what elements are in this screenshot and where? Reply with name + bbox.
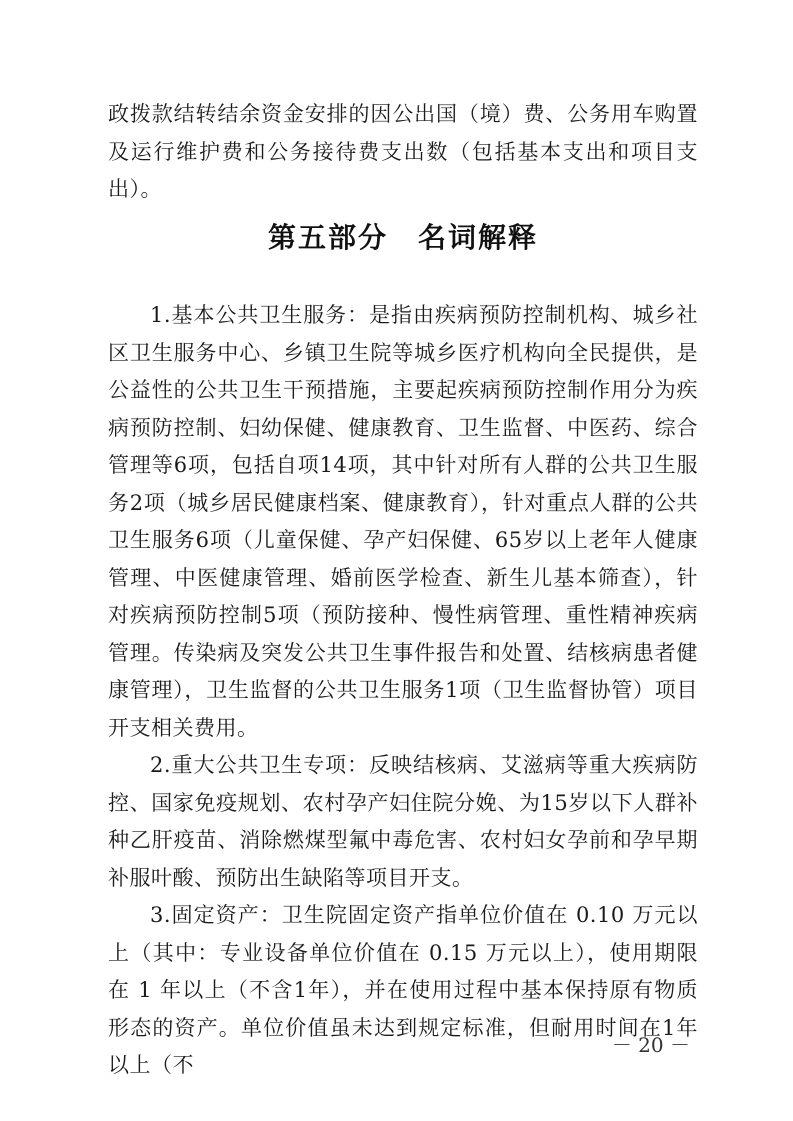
definition-paragraph: 2.重大公共卫生专项：反映结核病、艾滋病等重大疾病防控、国家免疫规划、农村孕产妇住院分娩、为15岁以下人群补种乙肝疫苗、消除燃煤型氟中毒危害、农村妇女孕前和孕早期补服叶酸、预防出生缺陷等项目开支。 (108, 753, 698, 890)
page-number: － 20 － (611, 1033, 690, 1057)
continuation-paragraph: 政拨款结转结余资金安排的因公出国（境）费、公务用车购置及运行维护费和公务接待费支出数（包括基本支出和项目支出）。 (108, 102, 698, 201)
definition-paragraph: 3.固定资产：卫生院固定资产指单位价值在 0.10 万元以上（其中：专业设备单位价值在 0.15 万元以上），使用期限在 1 年以上（不含1年），并在使用过程中基本保持原有物质形态的资产。单位价值虽未达到规定标准，但耐用时间在1年以上（不 (108, 903, 698, 1077)
definition-paragraph: 1.基本公共卫生服务：是指由疾病预防控制机构、城乡社区卫生服务中心、乡镇卫生院等城乡医疗机构向全民提供，是公益性的公共卫生干预措施，主要起疾病预防控制作用分为疾病预防控制、妇幼保健、健康教育、卫生监督、中医药、综合管理等6项，包括自项14项，其中针对所有人群的公共卫生服务2项（城乡居民健康档案、健康教育），针对重点人群的公共卫生服务6项（儿童保健、孕产妇保健、65岁以上老年人健康管理、中医健康管理、婚前医学检查、新生儿基本筛查），针对疾病预防控制5项（预防接种、慢性病管理、重性精神疾病管理。传染病及突发公共卫生事件报告和处置、结核病患者健康管理），卫生监督的公共卫生服务1项（卫生监督协管）项目开支相关费用。 (108, 303, 698, 740)
continuation-block (108, 96, 698, 209)
section-title: 第五部分 名词解释 (267, 221, 538, 254)
definitions-list (108, 297, 698, 1085)
